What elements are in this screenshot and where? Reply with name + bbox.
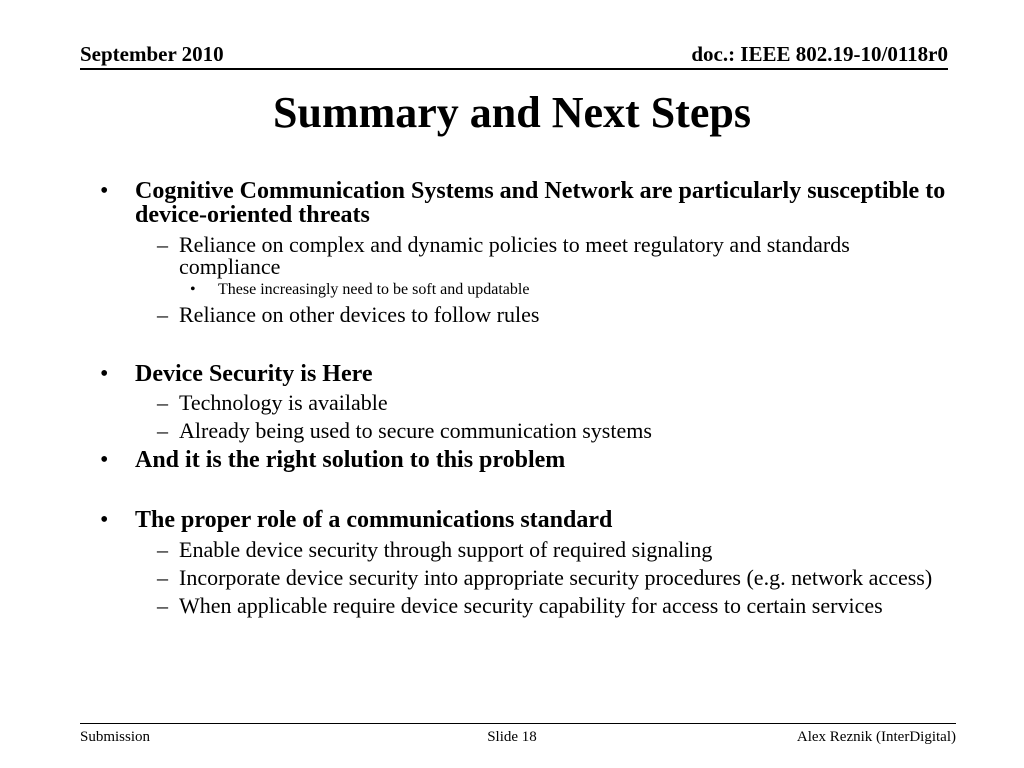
bullet-item (95, 448, 955, 472)
dash-marker: – (157, 537, 168, 562)
bullet-list (95, 179, 955, 617)
footer-author: Alex Reznik (InterDigital) (796, 729, 956, 745)
sub-bullet-text: Technology is available (179, 390, 388, 415)
header-date: September 2010 (80, 42, 224, 66)
bullet-text: Device Security is Here (135, 361, 373, 387)
sub-bullet-text: Reliance on other devices to follow rules (179, 302, 540, 327)
sub-bullet-item (95, 392, 955, 414)
sub-bullet-item (95, 304, 955, 326)
sub-bullet-item (95, 539, 955, 561)
dash-marker: – (157, 390, 168, 415)
bullet-item (95, 362, 955, 386)
bullet-item (95, 508, 955, 532)
sub-sub-bullet-item (95, 282, 955, 298)
bullet-marker: • (100, 361, 109, 387)
sub-bullet-text: Already being used to secure communication systems (179, 418, 652, 443)
bullet-text: And it is the right solution to this problem (135, 447, 566, 473)
footer-slide-number: Slide 18 (487, 729, 537, 745)
sub-bullet-item (95, 420, 955, 442)
bullet-marker: • (100, 507, 109, 533)
bullet-text: The proper role of a communications standard (135, 507, 613, 533)
sub-bullet-text: Incorporate device security into appropriate security procedures (e.g. network access) (179, 565, 933, 590)
sub-sub-bullet-text: These increasingly need to be soft and updatable (218, 281, 530, 298)
bullet-marker: • (100, 178, 109, 204)
bullet-item (95, 179, 955, 227)
sub-bullet-text: Enable device security through support of required signaling (179, 537, 713, 562)
bullet-marker: • (100, 447, 109, 473)
footer-divider (80, 723, 956, 724)
sub-bullet-text: When applicable require device security capability for access to certain services (179, 593, 883, 618)
dash-marker: – (157, 232, 168, 257)
sub-bullet-item (95, 595, 955, 617)
footer-submission: Submission (80, 729, 151, 745)
header-doc-id: doc.: IEEE 802.19-10/0118r0 (691, 42, 948, 66)
sub-bullet-item (95, 234, 955, 278)
sub-bullet-text: Reliance on complex and dynamic policies to meet regulatory and standards compliance (179, 232, 850, 279)
dash-marker: – (157, 418, 168, 443)
header-divider (80, 68, 948, 70)
dash-marker: – (157, 593, 168, 618)
sub-bullet-item (95, 567, 955, 589)
bullet-text: Cognitive Communication Systems and Network are particularly susceptible to device-oriented threats (135, 178, 946, 228)
dash-marker: – (157, 565, 168, 590)
slide-title: Summary and Next Steps (273, 88, 751, 137)
bullet-marker: • (190, 281, 196, 298)
dash-marker: – (157, 302, 168, 327)
